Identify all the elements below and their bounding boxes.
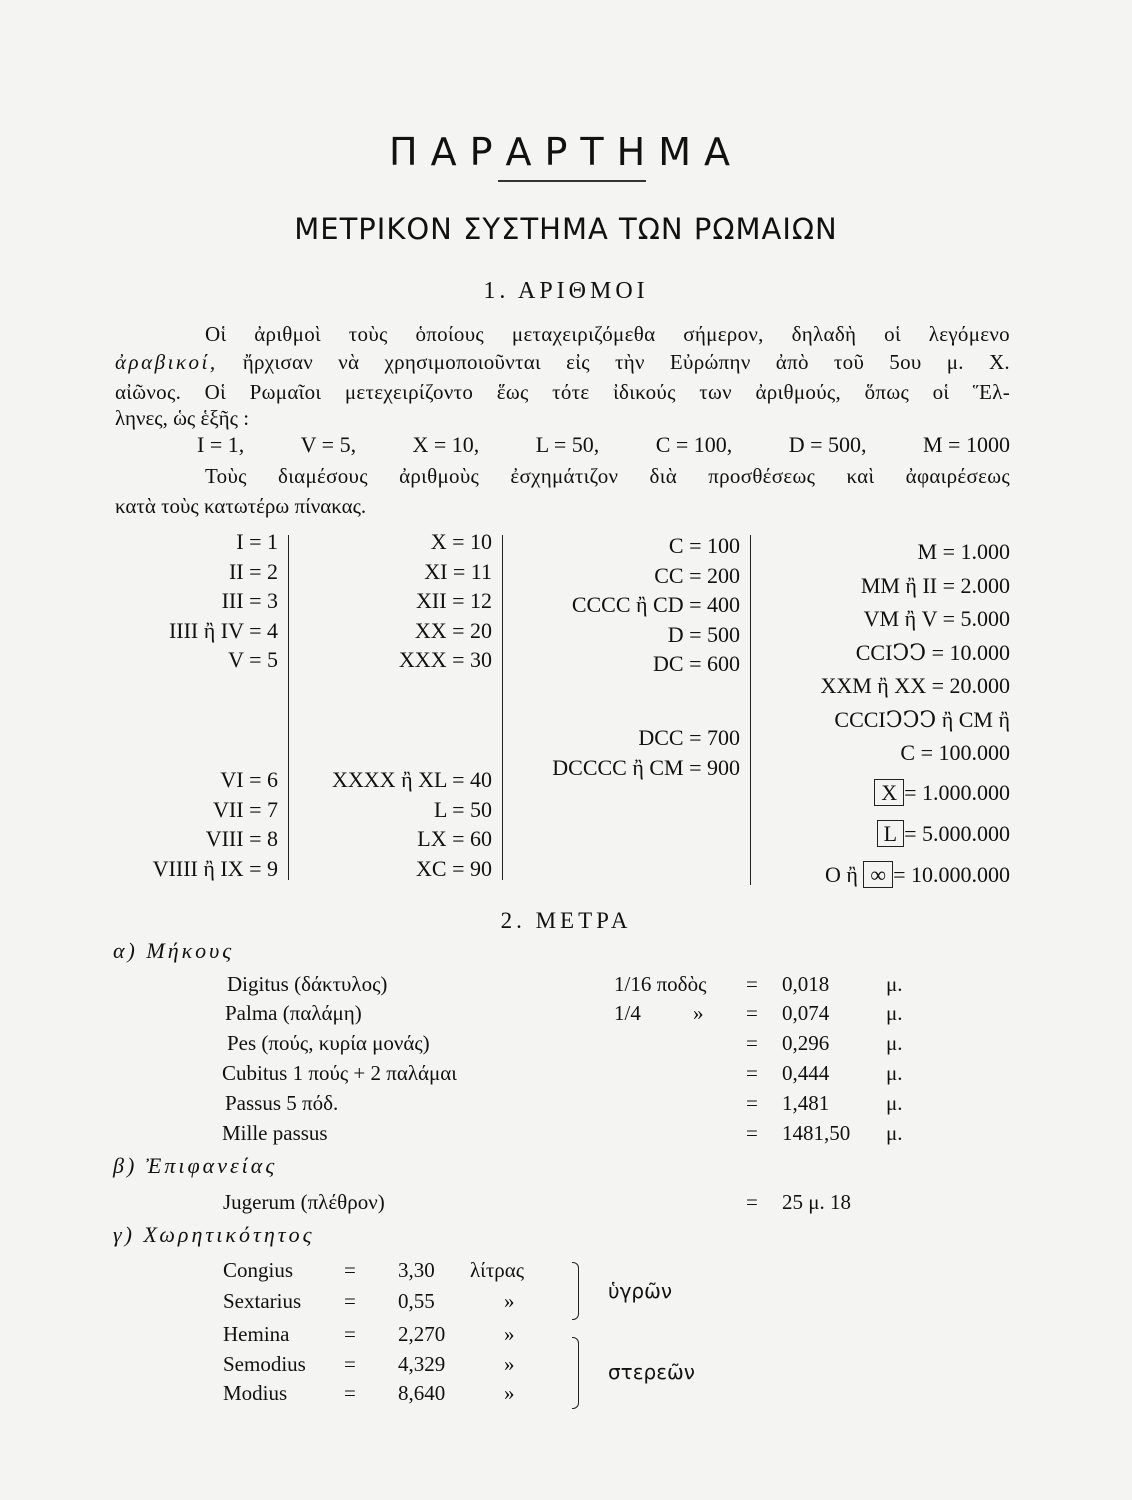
table-cell: XX = 20 [414, 617, 492, 643]
ditto-mark: » [693, 1001, 704, 1025]
list-item [0, 1061, 1132, 1091]
capacity-label: γ) Χωρητικότητος [113, 1222, 315, 1247]
para2-line2: κατὰ τοὺς κατωτέρω πίνακας. [115, 494, 367, 518]
measure-name: Semodius [223, 1352, 306, 1376]
table-cell [758, 813, 1010, 854]
measure-eq: = [344, 1289, 356, 1313]
measure-unit: μ. [886, 1121, 903, 1145]
list-item [0, 1001, 1132, 1031]
page-subtitle: ΜΕΤΡΙΚΟΝ ΣΥΣΤΗΜΑ ΤΩΝ ΡΩΜΑΙΩΝ [294, 212, 838, 246]
measure-eq: = [344, 1322, 356, 1346]
measure-value: 0,018 [782, 972, 830, 996]
list-item [0, 1352, 1132, 1382]
measure-eq: = [344, 1258, 356, 1282]
numeral-col-2-bottom [296, 765, 492, 883]
numeral-col-4-boxed [758, 772, 1010, 895]
measure-name: Mille passus [222, 1121, 328, 1145]
table-cell: III = 3 [221, 588, 278, 613]
table-cell: CCCC ἢ CD = 400 [571, 592, 740, 617]
boxed-prefix: O ἢ [824, 862, 858, 887]
measure-eq: = [344, 1352, 356, 1376]
measure-eq: = [746, 1091, 758, 1115]
table-cell: VIII = 8 [205, 826, 278, 851]
measure-unit: μ. [886, 972, 903, 996]
table-cell: XII = 12 [416, 588, 492, 613]
measure-ratio: 1/16 ποδὸς [614, 972, 707, 996]
numeral-d: D = 500, [788, 432, 867, 457]
table-cell: XI = 11 [424, 558, 492, 584]
para1-line3: αἰῶνος. Οἱ Ρωμαῖοι μετεχειρίζοντο ἕως τότε ἰδικούς των ἀριθμούς, ὅπως οἱ Ἕλ- [115, 380, 1010, 404]
table-cell: CCIↃↃ = 10.000 [855, 639, 1010, 665]
numeral-col-1-top [100, 527, 278, 675]
measure-unit: λίτρας [470, 1258, 525, 1282]
table-cell [758, 772, 1010, 813]
measure-name: Passus 5 πόδ. [225, 1091, 339, 1115]
para1-line1: Οἱ ἀριθμοὶ τοὺς ὁποίους μεταχειριζόμεθα σήμερον, δηλαδὴ οἱ λεγόμενο [205, 322, 1010, 346]
para1-line2-rest: ἤρχισαν νὰ χρησιμοποιοῦνται εἰς τὴν Εὐρώπην ἀπὸ τοῦ 5ου μ. Χ. [242, 350, 1010, 374]
measure-value: 2,270 [398, 1322, 446, 1346]
ditto-mark: » [504, 1381, 515, 1405]
table-cell: C = 100.000 [900, 740, 1010, 765]
measure-value: 4,329 [398, 1352, 446, 1376]
measure-name: Modius [223, 1381, 288, 1405]
liquid-label: ὑγρῶν [608, 1279, 673, 1303]
list-item [0, 1031, 1132, 1061]
table-cell: LX = 60 [417, 826, 492, 851]
measure-eq: = [746, 1061, 758, 1085]
length-label: α) Μήκους [113, 938, 235, 963]
list-item [0, 972, 1132, 1002]
column-divider [288, 535, 289, 880]
title-underline [498, 180, 646, 182]
measure-eq: = [746, 1001, 758, 1025]
boxed-value: = 5.000.000 [904, 821, 1010, 846]
table-cell [758, 854, 1010, 895]
measure-eq: = [344, 1381, 356, 1405]
page-title: ΠΑΡΑΡΤΗΜΑ [389, 130, 743, 174]
measure-name: Cubitus 1 πούς + 2 παλάμαι [222, 1061, 457, 1085]
list-item [0, 1322, 1132, 1352]
measure-value: 0,296 [782, 1031, 830, 1055]
ditto-mark: » [504, 1352, 515, 1376]
list-item [0, 1289, 1132, 1319]
table-cell: D = 500 [667, 621, 740, 647]
list-item [0, 1381, 1132, 1411]
basic-numerals [197, 432, 1010, 458]
table-cell: XXXX ἢ XL = 40 [332, 767, 492, 792]
table-cell: XXM ἢ XX = 20.000 [820, 673, 1010, 698]
area-label: β) Ἐπιφανείας [113, 1153, 278, 1178]
numeral-col-2-top [296, 527, 492, 675]
numeral-i: I = 1, [197, 432, 245, 457]
para1-line4: ληνες, ὡς ἑξῆς : [115, 406, 250, 430]
ditto-mark: » [504, 1322, 515, 1346]
table-cell: XC = 90 [416, 855, 492, 881]
table-cell: C = 100 [668, 533, 740, 558]
boxed-value: = 1.000.000 [904, 780, 1010, 805]
table-cell: VIIII ἢ IX = 9 [152, 855, 278, 881]
column-divider [502, 535, 503, 880]
table-cell: M = 1.000 [917, 539, 1010, 564]
table-cell: IIII ἢ IV = 4 [168, 617, 278, 643]
table-cell: DCC = 700 [638, 725, 740, 750]
measure-eq: = [746, 1121, 758, 1145]
table-cell: CC = 200 [654, 562, 740, 588]
boxed-numeral: X [874, 779, 904, 806]
measure-value: 25 μ. 18 [782, 1190, 852, 1214]
table-cell: X = 10 [430, 529, 492, 554]
measure-name: Digitus (δάκτυλος) [227, 972, 388, 996]
numeral-col-3-top [508, 531, 740, 679]
numeral-v: V = 5, [300, 432, 357, 457]
measure-eq: = [746, 1190, 758, 1214]
measure-name: Hemina [223, 1322, 290, 1346]
table-cell: VII = 7 [213, 796, 278, 822]
table-cell: VM ἢ V = 5.000 [863, 606, 1010, 631]
list-item [0, 1190, 1132, 1220]
table-cell: VI = 6 [220, 767, 278, 792]
table-cell: I = 1 [236, 529, 278, 554]
measure-eq: = [746, 1031, 758, 1055]
para1-lead-word: ἀραβικοί, [115, 350, 218, 374]
table-cell: DCCCC ἢ CM = 900 [552, 754, 740, 780]
numeral-l: L = 50, [535, 432, 600, 457]
list-item [0, 1091, 1132, 1121]
ditto-mark: » [504, 1289, 515, 1313]
numeral-col-1-bottom [100, 765, 278, 883]
solid-label: στερεῶν [608, 1360, 695, 1384]
list-item [0, 1121, 1132, 1151]
measure-value: 8,640 [398, 1381, 446, 1405]
measure-value: 0,074 [782, 1001, 830, 1025]
measure-unit: μ. [886, 1091, 903, 1115]
measure-value: 1,481 [782, 1091, 830, 1115]
para2-line1: Τοὺς διαμέσους ἀριθμοὺς ἐσχημάτιζον διὰ προσθέσεως καὶ ἀφαιρέσεως [205, 464, 1010, 488]
boxed-value: = 10.000.000 [893, 862, 1010, 887]
table-cell: V = 5 [228, 647, 278, 672]
measure-unit: μ. [886, 1061, 903, 1085]
measure-name: Pes (πούς, κυρία μονάς) [227, 1031, 430, 1055]
measure-name: Jugerum (πλέθρον) [223, 1190, 385, 1214]
measure-name: Congius [223, 1258, 294, 1282]
measure-value: 1481,50 [782, 1121, 851, 1145]
table-cell: CCCIↃↃↃ ἢ CM ἢ [834, 706, 1010, 732]
table-cell: MM ἢ II = 2.000 [860, 572, 1010, 598]
table-cell: XXX = 30 [398, 647, 492, 672]
measure-ratio: 1/4 [614, 1001, 641, 1025]
para1-line2 [115, 350, 1010, 375]
measure-unit: μ. [886, 1001, 903, 1025]
numeral-c: C = 100, [655, 432, 733, 457]
table-cell: L = 50 [433, 796, 492, 822]
measure-unit: μ. [886, 1031, 903, 1055]
numeral-col-3-bottom [508, 723, 740, 782]
measure-name: Palma (παλάμη) [225, 1001, 362, 1025]
measure-value: 3,30 [398, 1258, 435, 1282]
infinity-symbol: ∞ [863, 861, 893, 888]
numeral-x: X = 10, [412, 432, 480, 457]
list-item [0, 1258, 1132, 1288]
boxed-numeral: L [877, 820, 904, 847]
liquid-brace [572, 1262, 579, 1320]
solid-brace [572, 1337, 579, 1409]
numeral-m: M = 1000 [922, 432, 1010, 457]
measure-name: Sextarius [223, 1289, 302, 1313]
numeral-col-4 [758, 535, 1010, 770]
table-cell: DC = 600 [653, 651, 740, 676]
column-divider [750, 535, 751, 885]
measure-value: 0,55 [398, 1289, 435, 1313]
table-cell: II = 2 [228, 558, 278, 584]
measure-value: 0,444 [782, 1061, 830, 1085]
section-1-heading: 1. ΑΡΙΘΜΟΙ [483, 278, 649, 304]
measure-eq: = [746, 972, 758, 996]
section-2-heading: 2. ΜΕΤΡΑ [500, 908, 632, 933]
